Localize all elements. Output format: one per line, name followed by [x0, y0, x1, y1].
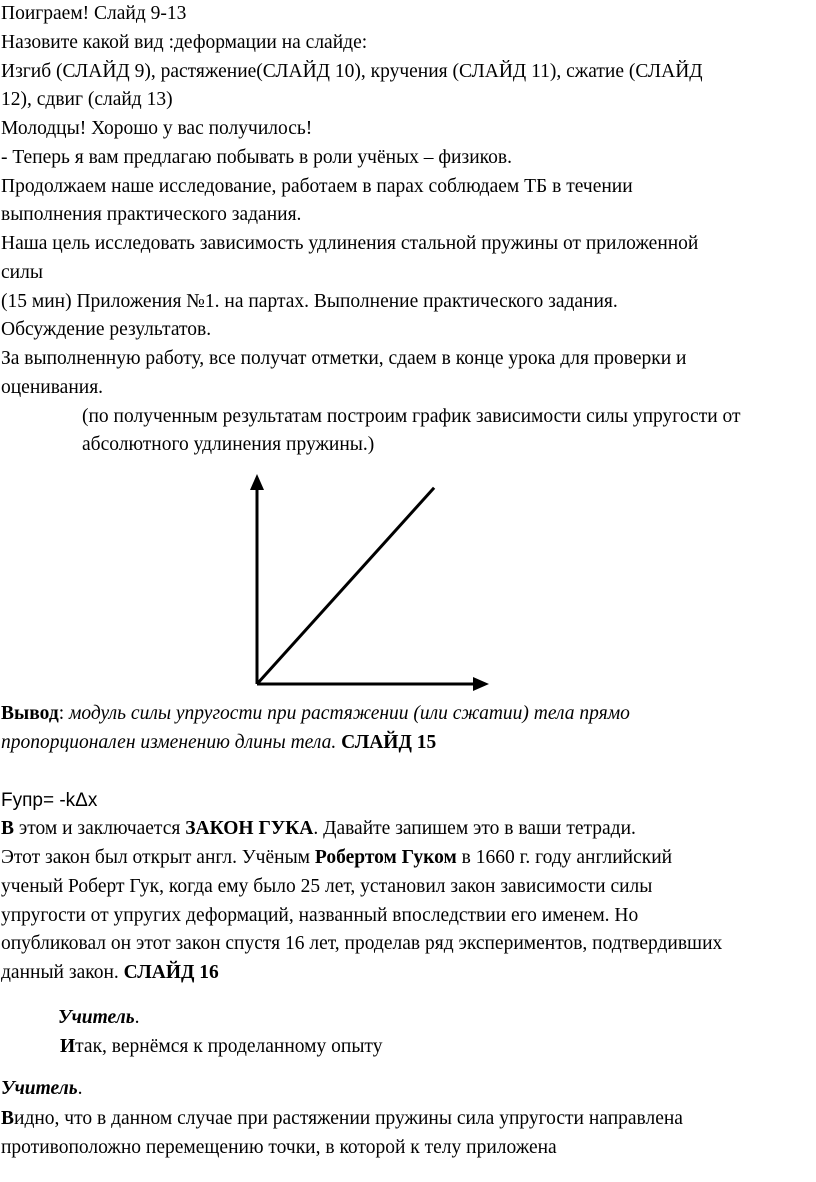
teacher-1-dot: . — [134, 1007, 140, 1028]
intro-line-9: Наша цель исследовать зависимость удлинения стальной пружины от приложенной — [1, 233, 699, 254]
conclusion-colon: : — [58, 703, 69, 724]
teacher-2-text-1: идно, что в данном случае при растяжении пружины сила упругости направлена — [14, 1108, 683, 1129]
intro-line-11: (15 мин) Приложения №1. на партах. Выполнение практического задания. — [1, 291, 618, 312]
teacher-2-first-letter: В — [1, 1108, 15, 1129]
series-line-0 — [257, 488, 434, 684]
hooke-slide: СЛАЙД 16 — [118, 962, 219, 983]
intro-line-7: Продолжаем наше исследование, работаем в парах соблюдаем ТБ в течении — [1, 176, 633, 197]
teacher-1-line — [60, 1035, 382, 1059]
teacher-2-label: Учитель — [1, 1078, 78, 1099]
hooke-text-2: . Давайте запишем это в ваши тетради. — [313, 818, 636, 839]
intro-line-12: Обсуждение результатов. — [1, 319, 212, 340]
hooke-line-5: опубликовал он этот закон спустя 16 лет, проделав ряд экспериментов, подтвердивших — [1, 933, 723, 954]
conclusion-text-2: пропорционален изменению длины тела. — [1, 732, 337, 753]
hooke-line-2-end: в 1660 г. году английский — [456, 847, 673, 868]
intro-line-3: Изгиб (СЛАЙД 9), растяжение(СЛАЙД 10), кручения (СЛАЙД 11), сжатие (СЛАЙД — [1, 61, 703, 82]
conclusion-text-1: модуль силы упругости при растяжении (или сжатии) тела прямо — [68, 703, 630, 724]
y-axis-arrow-icon — [250, 474, 264, 490]
hooke-line-6 — [1, 961, 219, 985]
hooke-name: Робертом Гуком — [314, 847, 457, 868]
note-line-1: (по полученным результатам построим график зависимости силы упругости от — [82, 406, 741, 427]
hooke-line-4: упругости от упругих деформаций, названный впоследствии его именем. Но — [1, 905, 639, 926]
intro-line-10: силы — [1, 262, 43, 283]
intro-line-1: Поиграем! Слайд 9-13 — [1, 3, 187, 24]
hooke-line-1 — [1, 817, 636, 841]
hooke-line-3: ученый Роберт Гук, когда ему было 25 лет, установил закон зависимости силы — [1, 876, 653, 897]
note-line-2: абсолютного удлинения пружины.) — [82, 434, 375, 455]
conclusion-line-2 — [1, 731, 436, 755]
conclusion-line-1 — [1, 702, 630, 726]
teacher-2-line-1 — [1, 1107, 683, 1131]
intro-line-2: Назовите какой вид :деформации на слайде: — [1, 32, 368, 53]
intro-line-6: - Теперь я вам предлагаю побывать в роли учёных – физиков. — [1, 147, 512, 168]
hooke-law: ЗАКОН ГУКА — [185, 818, 314, 839]
intro-line-5: Молодцы! Хорошо у вас получилось! — [1, 118, 313, 139]
hooke-line-2-start: Этот закон был открыт англ. Учёным — [1, 847, 315, 868]
teacher-1-text: так, вернёмся к проделанному опыту — [75, 1036, 383, 1057]
teacher-2-dot: . — [77, 1078, 83, 1099]
x-axis-arrow-icon — [473, 677, 489, 691]
teacher-2-line-2: противоположно перемещению точки, в которой к телу приложена — [1, 1137, 557, 1158]
teacher-2-heading — [1, 1077, 83, 1101]
teacher-1-label: Учитель — [58, 1007, 135, 1028]
conclusion-label: Вывод — [1, 703, 59, 724]
intro-line-13: За выполненную работу, все получат отметки, сдаем в конце урока для проверки и — [1, 348, 687, 369]
conclusion-slide: СЛАЙД 15 — [336, 732, 437, 753]
hooke-text-1: этом и заключается — [14, 818, 186, 839]
hooke-line-6-start: данный закон. — [1, 962, 119, 983]
intro-line-8: выполнения практического задания. — [1, 204, 302, 225]
hooke-line-2 — [1, 846, 672, 870]
teacher-1-heading — [58, 1006, 140, 1030]
hooke-formula: Fупр= -kΔx — [1, 790, 98, 811]
intro-line-14: оценивания. — [1, 377, 104, 398]
intro-line-4: 12), сдвиг (слайд 13) — [1, 89, 173, 110]
teacher-1-first-letter: И — [60, 1036, 76, 1057]
hooke-first-letter: В — [1, 818, 15, 839]
